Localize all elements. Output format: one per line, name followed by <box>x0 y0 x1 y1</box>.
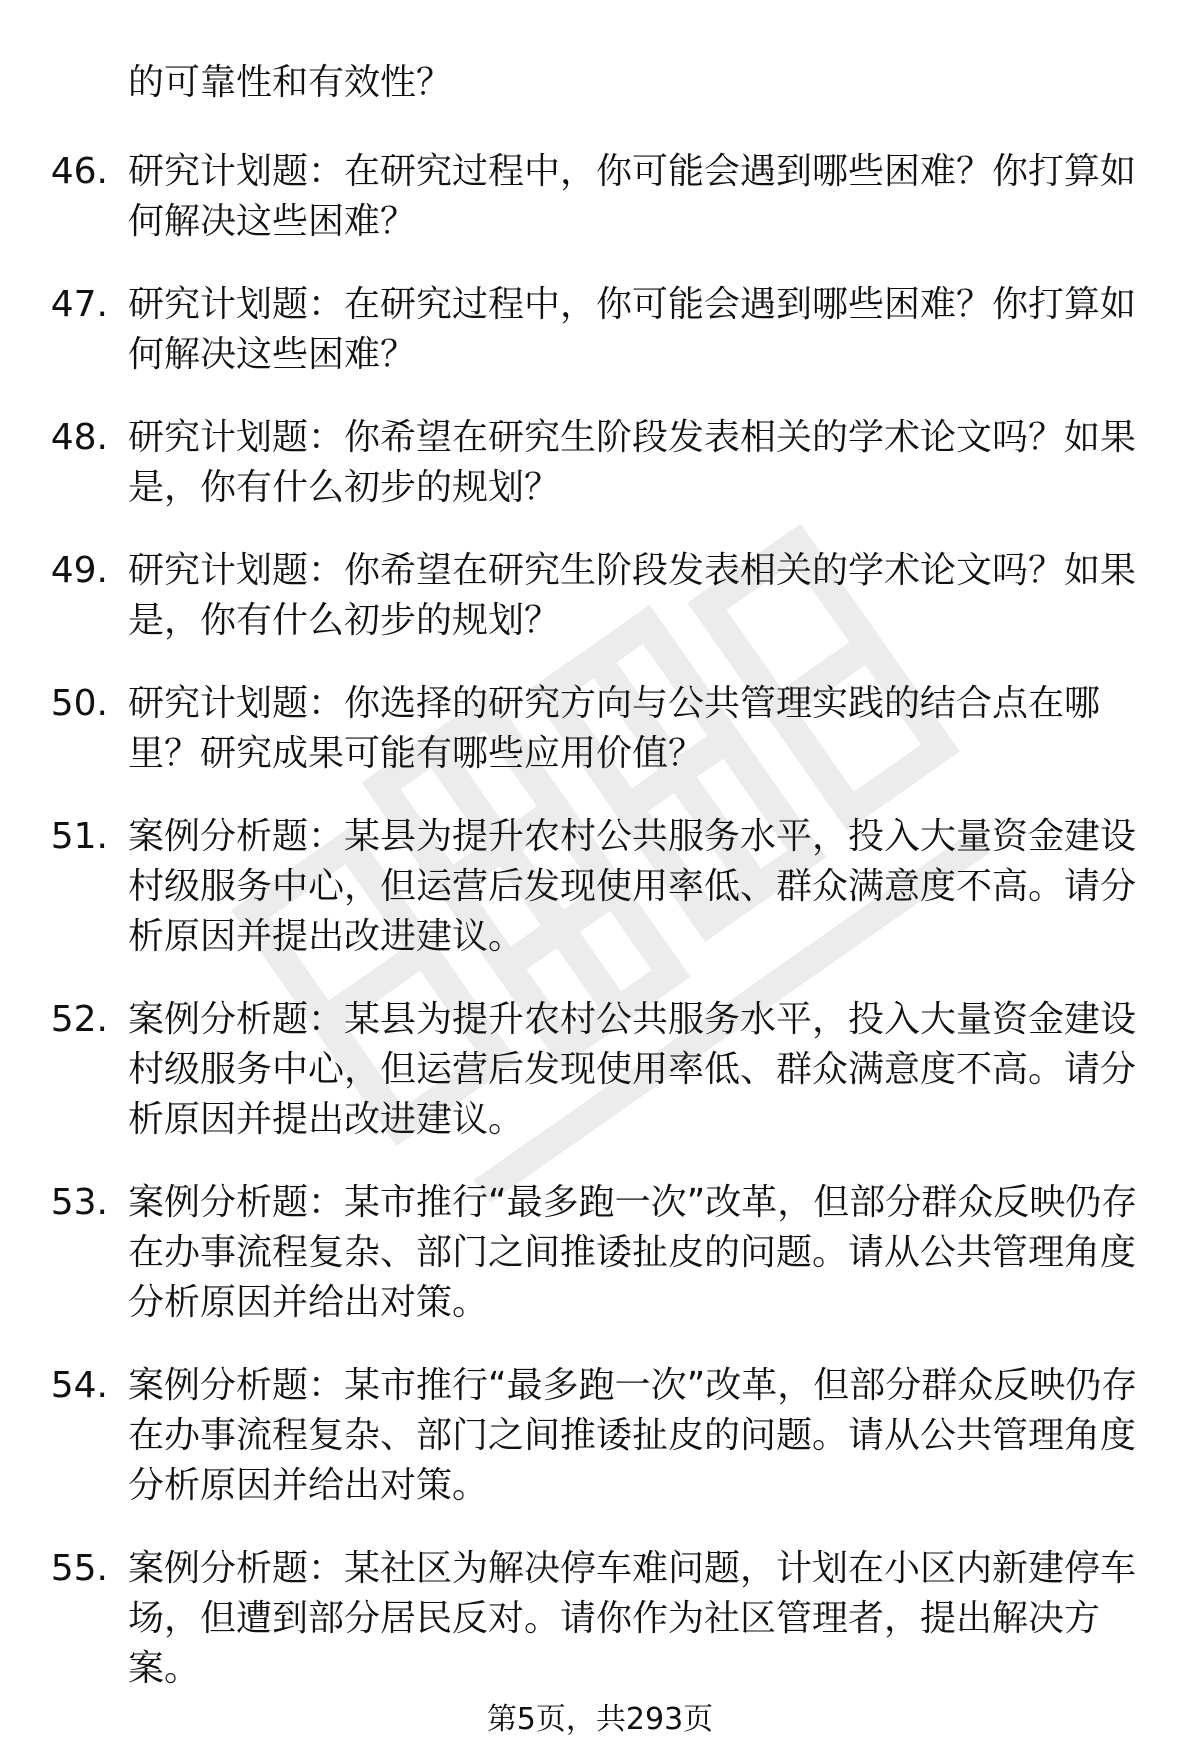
question-item <box>0 995 1200 1145</box>
question-number: 52. <box>50 999 108 1040</box>
question-number: 53. <box>50 1182 108 1223</box>
question-text: 案例分析题：某市推行“最多跑一次”改革，但部分群众反映仍存在办事流程复杂、部门之间推诿扯皮的问题。请从公共管理角度分析原因并给出对策。 <box>128 1365 1138 1506</box>
question-text: 研究计划题：在研究过程中，你可能会遇到哪些困难？你打算如何解决这些困难？ <box>128 151 1137 242</box>
question-number: 47. <box>50 284 108 325</box>
question-item <box>0 1544 1200 1694</box>
question-number: 48. <box>50 417 108 458</box>
question-number: 51. <box>50 816 108 857</box>
question-text: 案例分析题：某县为提升农村公共服务水平，投入大量资金建设村级服务中心，但运营后发现使用率低、群众满意度不高。请分析原因并提出改进建议。 <box>128 999 1137 1140</box>
question-number: 54. <box>50 1365 108 1406</box>
question-text: 研究计划题：你选择的研究方向与公共管理实践的结合点在哪里？研究成果可能有哪些应用价值？ <box>128 683 1101 774</box>
question-text: 研究计划题：在研究过程中，你可能会遇到哪些困难？你打算如何解决这些困难？ <box>128 284 1137 375</box>
question-text: 案例分析题：某社区为解决停车难问题，计划在小区内新建停车场，但遭到部分居民反对。请你作为社区管理者，提出解决方案。 <box>128 1548 1137 1689</box>
question-list <box>0 147 1200 1727</box>
question-text: 研究计划题：你希望在研究生阶段发表相关的学术论文吗？如果是，你有什么初步的规划？ <box>128 550 1137 641</box>
question-item <box>0 280 1200 380</box>
question-number: 50. <box>50 683 108 724</box>
question-item <box>0 1178 1200 1328</box>
question-text: 案例分析题：某县为提升农村公共服务水平，投入大量资金建设村级服务中心，但运营后发现使用率低、群众满意度不高。请分析原因并提出改进建议。 <box>128 816 1137 957</box>
question-text: 案例分析题：某市推行“最多跑一次”改革，但部分群众反映仍存在办事流程复杂、部门之间推诿扯皮的问题。请从公共管理角度分析原因并给出对策。 <box>128 1182 1138 1323</box>
question-item <box>0 546 1200 646</box>
question-item <box>0 812 1200 962</box>
question-number: 46. <box>50 151 108 192</box>
question-item <box>0 147 1200 247</box>
question-item <box>0 413 1200 513</box>
question-number: 49. <box>50 550 108 591</box>
question-item <box>0 679 1200 779</box>
question-text: 研究计划题：你希望在研究生阶段发表相关的学术论文吗？如果是，你有什么初步的规划？ <box>128 417 1137 508</box>
question-continuation: 的可靠性和有效性？ <box>128 62 453 103</box>
page-footer: 第5页，共293页 <box>486 1702 714 1737</box>
question-item <box>0 1361 1200 1511</box>
question-number: 55. <box>50 1548 108 1589</box>
